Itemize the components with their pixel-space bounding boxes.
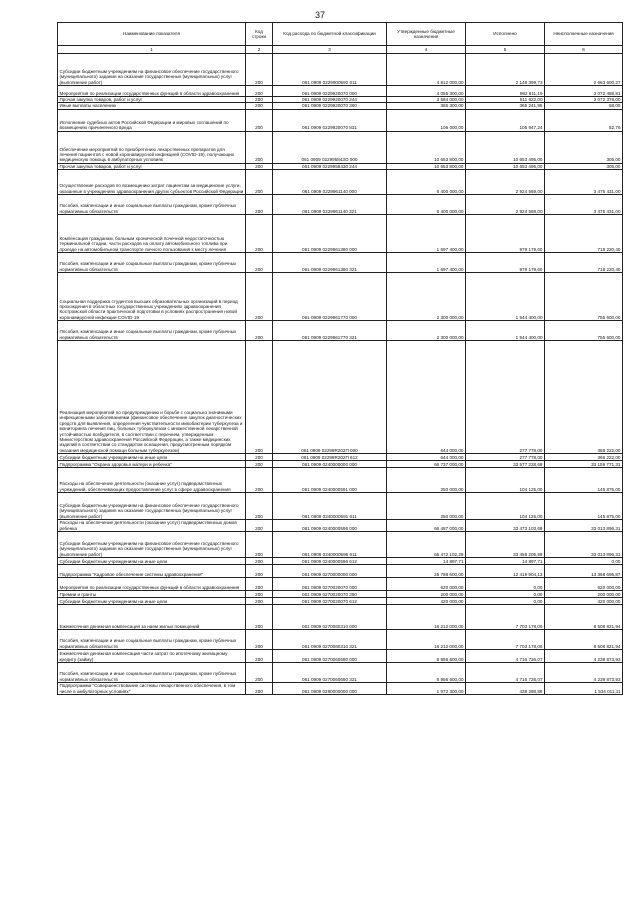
line-code-cell: 200 — [246, 493, 273, 520]
line-code-cell: 200 — [246, 273, 273, 321]
table-row — [58, 683, 623, 695]
unexecuted-amount-cell: 755 600,00 — [545, 321, 623, 341]
header-expense-code: Код расхода по бюджетной классификации — [273, 23, 387, 46]
approved-amount-cell: 66 487 000,00 — [387, 520, 466, 532]
unexecuted-amount-cell: 0,00 — [545, 558, 623, 565]
unexecuted-amount-cell: 3 072 378,00 — [545, 97, 623, 103]
approved-amount-cell: 14 897,71 — [387, 558, 466, 565]
expense-code-cell: 061 0909 0229961380 321 — [273, 253, 387, 273]
expense-code-cell: 061 0909 0229920070 244 — [273, 97, 387, 103]
table-row — [58, 273, 623, 321]
unexecuted-amount-cell: 718 220,40 — [545, 215, 623, 253]
table-row — [58, 321, 623, 341]
indicator-name-cell: Ежемесячная денежная компенсация части затрат по ипотечному жилищному кредиту (займу) — [58, 650, 246, 663]
expense-code-cell: 061 0909 0240000596 000 — [273, 520, 387, 532]
table-row — [58, 454, 623, 461]
indicator-name-cell: Расходы на обеспечение деятельности (оказание услуг) подведомственных учреждений, обеспечивающих предоставление услуг в сфере здравоохранения — [58, 468, 246, 493]
table-row — [58, 598, 623, 605]
indicator-name-cell: Компенсация гражданам, больным хронической почечной недостаточностью терминальной стадии, части расходов на оплату автомобильного топлива при проезде на автомобильном транспорте личного пользования к месту лечения — [58, 215, 246, 253]
indicator-name-cell: Реализация мероприятий по предупреждению и борьбе с социально значимыми инфекционными заболеваниями (финансовое обеспечение закупок диагностических средств для выявления, определения чувствительности микобактерии туберкулеза и мониторинга лечения лиц, больных туберкулезом с множественной лекарственной устойчивостью возбудителя, в соответствии с перечнем, утвержденным Министерством здравоохранения Российской Федерации, а также медицинских изделий в соответствии со стандартом оснащения, предусмотренным порядком оказания медицинской помощи больным туберкулезом) — [58, 341, 246, 454]
line-code-cell: 200 — [246, 215, 273, 253]
unexecuted-amount-cell: 58,05 — [545, 103, 623, 109]
unexecuted-amount-cell: 52,76 — [545, 109, 623, 131]
line-code-cell: 200 — [246, 341, 273, 454]
expense-code-cell: 061 0909 0270060680 000 — [273, 650, 387, 663]
indicator-name-cell: Осуществление расходов по возмещению затрат пациентам за медицинские услуги, оказанные в учреждениях здравоохранения других субъектов Российской Федерации — [58, 170, 246, 195]
indicator-name-cell: Исполнение судебных актов Российской Федерации и мировых соглашений по возмещению причиненного вреда — [58, 109, 246, 131]
table-row — [58, 532, 623, 558]
unexecuted-amount-cell: 305,00 — [545, 131, 623, 163]
approved-amount-cell: 6 400 000,00 — [387, 195, 466, 215]
approved-amount-cell: 10 653 800,00 — [387, 163, 466, 169]
indicator-name-cell: Прочая закупка товаров, работ и услуг — [58, 163, 246, 169]
unexecuted-amount-cell: 620 000,00 — [545, 578, 623, 591]
unexecuted-amount-cell: 420 000,00 — [545, 598, 623, 605]
expense-code-cell: 061 0909 0229958430 244 — [273, 163, 387, 169]
indicator-name-cell: Пособия, компенсации и иные социальные выплаты гражданам, кроме публичных нормативных обязательств — [58, 321, 246, 341]
unexecuted-amount-cell: 200 000,00 — [545, 591, 623, 598]
executed-amount-cell: 277 778,00 — [466, 454, 545, 461]
table-row — [58, 54, 623, 86]
table-row — [58, 565, 623, 578]
column-number-row — [58, 46, 623, 54]
line-code-cell: 200 — [246, 163, 273, 169]
executed-amount-cell: 33 473 103,69 — [466, 520, 545, 532]
line-code-cell: 200 — [246, 591, 273, 598]
line-code-cell: 200 — [246, 650, 273, 663]
indicator-name-cell: Пособия, компенсации и иные социальные выплаты гражданам, кроме публичных нормативных обязательств — [58, 663, 246, 683]
unexecuted-amount-cell: 718 220,40 — [545, 253, 623, 273]
executed-amount-cell: 12 419 904,13 — [466, 565, 545, 578]
approved-amount-cell: 16 212 000,00 — [387, 605, 466, 630]
line-code-cell: 200 — [246, 520, 273, 532]
indicator-name-cell: Социальная поддержка студентов высших образовательных организаций в период прохождения в областных государственных учреждениях здравоохранения Костромской области практической подготовки в условиях распространения новой коронавирусной инфекции COVID-19 — [58, 273, 246, 321]
table-row — [58, 195, 623, 215]
indicator-name-cell: Пособия, компенсации и иные социальные выплаты гражданам, кроме публичных нормативных обязательств — [58, 630, 246, 650]
table-row — [58, 468, 623, 493]
table-row — [58, 578, 623, 591]
line-code-cell: 200 — [246, 605, 273, 630]
unexecuted-amount-cell: 305,00 — [545, 163, 623, 169]
executed-amount-cell: 1 544 400,00 — [466, 273, 545, 321]
approved-amount-cell: 2 300 000,00 — [387, 273, 466, 321]
line-code-cell: 200 — [246, 558, 273, 565]
expense-code-cell: 061 0909 0229920070 000 — [273, 86, 387, 97]
approved-amount-cell: 1 972 300,00 — [387, 683, 466, 695]
approved-amount-cell: 365 300,00 — [387, 103, 466, 109]
expense-code-cell: 061 0909 0229961380 000 — [273, 215, 387, 253]
approved-amount-cell: 420 000,00 — [387, 598, 466, 605]
expense-code-cell: 061 0909 0240000591 611 — [273, 493, 387, 520]
expense-code-cell: 061 0909 0229900592 611 — [273, 54, 387, 86]
expense-code-cell: 061 0909 0229920070 360 — [273, 103, 387, 109]
line-code-cell: 200 — [246, 663, 273, 683]
approved-amount-cell: 8 956 600,00 — [387, 650, 466, 663]
indicator-name-cell: Мероприятия по реализации государственных функций в области здравоохранения — [58, 86, 246, 97]
unexecuted-amount-cell: 4 239 873,93 — [545, 663, 623, 683]
header-executed: Исполнено — [466, 23, 545, 46]
line-code-cell: 200 — [246, 565, 273, 578]
unexecuted-amount-cell: 145 875,00 — [545, 493, 623, 520]
line-code-cell: 200 — [246, 97, 273, 103]
line-code-cell: 200 — [246, 468, 273, 493]
unexecuted-amount-cell: 755 600,00 — [545, 273, 623, 321]
indicator-name-cell: Ежемесячная денежная компенсация за наем жилых помещений — [58, 605, 246, 630]
expense-code-cell: 061 0909 0270060310 321 — [273, 630, 387, 650]
expense-code-cell: 061 0909 0229920070 831 — [273, 109, 387, 131]
table-row — [58, 341, 623, 454]
indicator-name-cell: Подпрограмма "Охрана здоровья матери и ребенка" — [58, 461, 246, 468]
indicator-name-cell: Пособия, компенсации и иные социальные выплаты гражданам, кроме публичных нормативных обязательств — [58, 195, 246, 215]
column-number: 4 — [387, 46, 466, 54]
approved-amount-cell: 2 300 000,00 — [387, 321, 466, 341]
executed-amount-cell: 365 241,95 — [466, 103, 545, 109]
executed-amount-cell: 511 622,00 — [466, 97, 545, 103]
expense-code-cell: 061 0909 0240000596 611 — [273, 532, 387, 558]
approved-amount-cell: 66 737 000,00 — [387, 461, 466, 468]
budget-execution-table — [57, 22, 623, 695]
approved-amount-cell: 25 788 600,00 — [387, 565, 466, 578]
unexecuted-amount-cell: 33 159 771,31 — [545, 461, 623, 468]
indicator-name-cell: Мероприятия по реализации государственных функций в области здравоохранения — [58, 578, 246, 591]
indicator-name-cell: Субсидии бюджетным учреждениям на финансовое обеспечение государственного (муниципального) задания на оказание государственных (муниципальных) услуг (выполнение работ) — [58, 54, 246, 86]
expense-code-cell: 061 0909 0280000000 000 — [273, 683, 387, 695]
column-number: 6 — [545, 46, 623, 54]
approved-amount-cell: 3 584 000,00 — [387, 97, 466, 103]
table-row — [58, 650, 623, 663]
unexecuted-amount-cell: 366 222,00 — [545, 341, 623, 454]
unexecuted-amount-cell: 4 239 873,93 — [545, 650, 623, 663]
indicator-name-cell: Расходы на обеспечение деятельности (оказание услуг) подведомственных домов ребенка — [58, 520, 246, 532]
expense-code-cell: 061 0909 02299R202П 000 — [273, 341, 387, 454]
approved-amount-cell: 644 000,00 — [387, 341, 466, 454]
expense-code-cell: 061 0909 02299R202П 612 — [273, 454, 387, 461]
executed-amount-cell: 0,00 — [466, 578, 545, 591]
unexecuted-amount-cell: 3 475 431,00 — [545, 195, 623, 215]
table-row — [58, 558, 623, 565]
expense-code-cell: 061 0909 0240000000 000 — [273, 461, 387, 468]
line-code-cell: 200 — [246, 578, 273, 591]
header-unexecuted: Неисполненные назначения — [545, 23, 623, 46]
executed-amount-cell: 1 544 400,00 — [466, 321, 545, 341]
approved-amount-cell: 620 000,00 — [387, 578, 466, 591]
indicator-name-cell: Субсидии бюджетным учреждениям на финансовое обеспечение государственного (муниципального) задания на оказание государственных (муниципальных) услуг (выполнение работ) — [58, 493, 246, 520]
indicator-name-cell: Субсидии бюджетным учреждениям на иные цели — [58, 598, 246, 605]
unexecuted-amount-cell: 33 013 896,31 — [545, 520, 623, 532]
unexecuted-amount-cell: 145 875,00 — [545, 468, 623, 493]
approved-amount-cell: 10 653 800,00 — [387, 131, 466, 163]
approved-amount-cell: 106 000,00 — [387, 109, 466, 131]
indicator-name-cell: Пособия, компенсации и иные социальные выплаты гражданам, кроме публичных нормативных обязательств — [58, 253, 246, 273]
line-code-cell: 200 — [246, 86, 273, 97]
table-body — [58, 54, 623, 695]
header-line-code: Код строки — [246, 23, 273, 46]
approved-amount-cell: 250 000,00 — [387, 493, 466, 520]
line-code-cell: 200 — [246, 109, 273, 131]
unexecuted-amount-cell: 33 013 896,31 — [545, 532, 623, 558]
approved-amount-cell: 4 812 000,00 — [387, 54, 466, 86]
executed-amount-cell: 104 125,00 — [466, 468, 545, 493]
expense-code-cell: 061 0909 0229961140 321 — [273, 195, 387, 215]
table-row — [58, 663, 623, 683]
line-code-cell: 200 — [246, 461, 273, 468]
column-number: 3 — [273, 46, 387, 54]
executed-amount-cell: 4 716 726,07 — [466, 663, 545, 683]
line-code-cell: 200 — [246, 454, 273, 461]
approved-amount-cell: 1 697 400,00 — [387, 253, 466, 273]
executed-amount-cell: 104 125,00 — [466, 493, 545, 520]
expense-code-cell: 061 0909 0270020070 000 — [273, 578, 387, 591]
line-code-cell: 200 — [246, 532, 273, 558]
table-row — [58, 520, 623, 532]
unexecuted-amount-cell: 1 534 011,11 — [545, 683, 623, 695]
executed-amount-cell: 10 653 495,00 — [466, 163, 545, 169]
executed-amount-cell: 33 577 228,69 — [466, 461, 545, 468]
expense-code-cell: 061 0909 0270060680 321 — [273, 663, 387, 683]
unexecuted-amount-cell: 3 475 431,00 — [545, 170, 623, 195]
approved-amount-cell: 200 000,00 — [387, 591, 466, 598]
executed-amount-cell: 105 947,24 — [466, 109, 545, 131]
approved-amount-cell: 1 697 400,00 — [387, 215, 466, 253]
approved-amount-cell: 66 472 102,29 — [387, 532, 466, 558]
executed-amount-cell: 14 897,71 — [466, 558, 545, 565]
approved-amount-cell: 250 000,00 — [387, 468, 466, 493]
executed-amount-cell: 979 179,60 — [466, 215, 545, 253]
approved-amount-cell: 6 400 000,00 — [387, 170, 466, 195]
executed-amount-cell: 0,00 — [466, 598, 545, 605]
indicator-name-cell: Премии и гранты — [58, 591, 246, 598]
executed-amount-cell: 2 148 399,73 — [466, 54, 545, 86]
expense-code-cell: 061 0909 022995843О 000 — [273, 131, 387, 163]
header-row — [58, 23, 623, 46]
unexecuted-amount-cell: 366 222,00 — [545, 454, 623, 461]
line-code-cell: 200 — [246, 321, 273, 341]
table-row — [58, 605, 623, 630]
indicator-name-cell: Обеспечение мероприятий по приобретению лекарственных препаратов для лечения пациентов с новой коронавирусной инфекцией (COVID-19), получающих медицинскую помощь в амбулаторных условиях — [58, 131, 246, 163]
executed-amount-cell: 0,00 — [466, 591, 545, 598]
approved-amount-cell: 644 000,00 — [387, 454, 466, 461]
line-code-cell: 200 — [246, 253, 273, 273]
table-row — [58, 131, 623, 163]
indicator-name-cell: Иные выплаты населению — [58, 103, 246, 109]
line-code-cell: 200 — [246, 54, 273, 86]
indicator-name-cell: Субсидии бюджетным учреждениям на иные цели — [58, 558, 246, 565]
indicator-name-cell: Субсидии бюджетным учреждениям на иные цели — [58, 454, 246, 461]
expense-code-cell: 061 0909 0240000596 612 — [273, 558, 387, 565]
executed-amount-cell: 2 924 569,00 — [466, 195, 545, 215]
approved-amount-cell: 8 956 600,00 — [387, 663, 466, 683]
indicator-name-cell: Подпрограмма "Совершенствование системы лекарственного обеспечения, в том числе в амбулаторных условиях" — [58, 683, 246, 695]
line-code-cell: 200 — [246, 195, 273, 215]
approved-amount-cell: 4 055 300,00 — [387, 86, 466, 97]
expense-code-cell: 061 0909 0229961770 321 — [273, 321, 387, 341]
executed-amount-cell: 10 653 495,00 — [466, 131, 545, 163]
executed-amount-cell: 2 924 569,00 — [466, 170, 545, 195]
table-row — [58, 253, 623, 273]
table-row — [58, 630, 623, 650]
table-row — [58, 86, 623, 97]
expense-code-cell: 061 0909 0229961140 000 — [273, 170, 387, 195]
executed-amount-cell: 4 716 726,07 — [466, 650, 545, 663]
column-number: 1 — [58, 46, 246, 54]
expense-code-cell: 061 0909 0270020070 612 — [273, 598, 387, 605]
executed-amount-cell: 438 288,89 — [466, 683, 545, 695]
unexecuted-amount-cell: 8 508 821,94 — [545, 630, 623, 650]
expense-code-cell: 061 0909 0229961770 000 — [273, 273, 387, 321]
executed-amount-cell: 277 778,00 — [466, 341, 545, 454]
table-row — [58, 461, 623, 468]
line-code-cell: 200 — [246, 103, 273, 109]
expense-code-cell: 061 0909 0270000000 000 — [273, 565, 387, 578]
line-code-cell: 200 — [246, 630, 273, 650]
executed-amount-cell: 979 179,60 — [466, 253, 545, 273]
executed-amount-cell: 982 811,19 — [466, 86, 545, 97]
table-row — [58, 109, 623, 131]
indicator-name-cell: Прочая закупка товаров, работ и услуг — [58, 97, 246, 103]
column-number: 2 — [246, 46, 273, 54]
expense-code-cell: 061 0909 0270020070 350 — [273, 591, 387, 598]
line-code-cell: 200 — [246, 131, 273, 163]
executed-amount-cell: 7 703 178,06 — [466, 630, 545, 650]
indicator-name-cell: Субсидии бюджетным учреждениям на финансовое обеспечение государственного (муниципального) задания на оказание государственных (муниципальных) услуг (выполнение работ) — [58, 532, 246, 558]
line-code-cell: 200 — [246, 598, 273, 605]
table-row — [58, 215, 623, 253]
indicator-name-cell: Подпрограмма "Кадровое обеспечение системы здравоохранения" — [58, 565, 246, 578]
header-indicator-name: Наименование показателя — [58, 23, 246, 46]
unexecuted-amount-cell: 13 368 695,87 — [545, 565, 623, 578]
page-number: 37 — [314, 10, 325, 20]
table-row — [58, 591, 623, 598]
executed-amount-cell: 33 458 205,98 — [466, 532, 545, 558]
column-number: 5 — [466, 46, 545, 54]
expense-code-cell: 061 0909 0270060310 000 — [273, 605, 387, 630]
expense-code-cell: 061 0909 0240000591 000 — [273, 468, 387, 493]
table-row — [58, 170, 623, 195]
line-code-cell: 200 — [246, 170, 273, 195]
unexecuted-amount-cell: 8 508 821,94 — [545, 605, 623, 630]
approved-amount-cell: 16 212 000,00 — [387, 630, 466, 650]
unexecuted-amount-cell: 3 072 488,81 — [545, 86, 623, 97]
table-row — [58, 493, 623, 520]
line-code-cell: 200 — [246, 683, 273, 695]
unexecuted-amount-cell: 2 663 600,27 — [545, 54, 623, 86]
header-approved: Утвержденные бюджетные назначения — [387, 23, 466, 46]
executed-amount-cell: 7 703 178,06 — [466, 605, 545, 630]
